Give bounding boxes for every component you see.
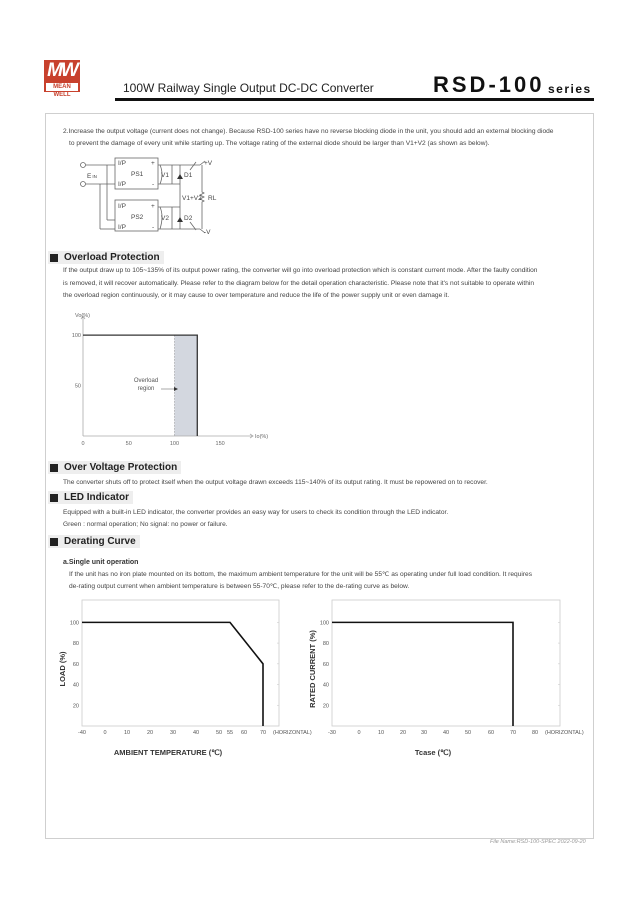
rl-label: RL [208,195,217,202]
vsum-label: V1+V2 [182,195,202,202]
y-tick-label: 80 [322,641,329,648]
y-tick-label: 100 [319,620,329,627]
x-axis-label: Io(%) [255,434,269,440]
x-tick-suffix: (HORIZONTAL) [545,730,584,736]
series-paragraph-line-2: to prevent the damage of every unit while starting up. The voltage rating of the external diode should be larger than V1+V2 (as shown as below). [69,140,490,147]
x-tick-label: 70 [509,730,517,736]
model-title: RSD-100 [433,72,545,97]
y-axis-label: Vo(%) [75,313,90,319]
x-tick-label: 10 [123,730,131,736]
ovp-line-1: The converter shuts off to protect itself when the output voltage drawn exceeds 115~140% of its output rating. It must be repowered on to recover. [63,479,488,486]
overload-line-1: If the output draw up to 105~135% of its output power rating, the converter will go into overload protection which is constant current mode. After the faulty condition [63,267,538,274]
logo-brand-name: MEAN WELL [46,83,78,91]
derating-curve-line [332,622,513,726]
document-subtitle: 100W Railway Single Output DC-DC Converter [123,81,374,95]
d2-label: D2 [184,215,193,222]
x-tick-label: -40 [78,730,86,736]
ps2-label: PS2 [131,214,144,221]
y-tick-label: 100 [69,620,79,627]
y-axis-label: LOAD (%) [58,651,67,687]
d1-label: D1 [184,172,193,179]
overload-line-3: the overload region continuously, or it may cause to over temperature and reduce the life of the power supply unit or even damage it. [63,292,450,299]
y-tick-label: 20 [322,703,329,710]
mean-well-logo [44,60,80,98]
file-name-note: File Name:RSD-100-SPEC 2022-09-20 [490,839,586,845]
input-terminal-top [81,163,86,168]
x-tick-label: 0 [357,730,361,736]
v2-label: V2 [161,215,169,222]
x-tick-label: 0 [103,730,107,736]
series-connection-diagram [60,152,260,244]
x-tick-suffix: (HORIZONTAL) [273,730,312,736]
x-tick-label: 80 [531,730,539,736]
x-tick-label: 40 [192,730,200,736]
y-tick-label: 60 [322,661,329,668]
ps2-minus: - [152,224,155,231]
x-axis-label: Tcase (℃) [414,748,452,757]
x-tick-label: 55 [226,730,234,736]
ps1-plus: + [151,160,155,167]
header-divider [115,98,594,101]
derating-curve-line [82,622,263,726]
y-tick-label: 40 [322,682,329,689]
y-tick-label: 100 [71,333,81,340]
derating-tcase-chart [300,598,600,763]
ps2-ip-bottom: I/P [118,224,126,231]
v1-label: V1 [161,172,169,179]
overload-region-shade [174,335,197,436]
section-header-ovp [48,461,181,474]
ps2-plus: + [151,203,155,210]
ps1-label: PS1 [131,171,144,178]
ps2-ip-top: I/P [118,203,126,210]
vminus-label: -V [204,229,211,236]
x-tick-label: 150 [215,441,225,447]
section-bullet-icon [50,494,58,502]
diode-d2 [177,217,183,222]
x-tick-label: 60 [487,730,495,736]
series-label: series [548,82,592,96]
section-bullet-icon [50,464,58,472]
x-tick-label: 50 [215,730,223,736]
x-tick-label: -30 [328,730,336,736]
ps1-minus: - [152,181,155,188]
x-tick-label: 20 [399,730,407,736]
y-tick-label: 50 [74,383,81,390]
plot-frame [332,600,560,726]
diode-d1 [177,174,183,179]
led-line-2: Green : normal operation; No signal: no power or failure. [63,521,228,528]
led-line-1: Equipped with a built-in LED indicator, the converter provides an easy way for users to check its condition through the LED indicator. [63,509,449,516]
x-tick-label: 30 [420,730,428,736]
derating-subtitle: a.Single unit operation [63,559,139,566]
ps1-ip-bottom: I/P [118,181,126,188]
plot-frame [82,600,279,726]
ein-label: EIN [87,173,97,180]
derating-line-1: If the unit has no iron plate mounted on its bottom, the maximum ambient temperature for the unit will be 55℃ as operating under full load condition. It requires [69,571,532,578]
section-bullet-icon [50,254,58,262]
section-header-led [48,491,133,504]
overload-annotation: region [137,386,155,392]
section-title: Derating Curve [64,536,136,547]
overload-annotation: Overload [133,378,159,384]
y-tick-label: 80 [72,641,79,648]
section-header-overload [48,251,164,264]
section-title: Over Voltage Protection [64,462,178,473]
y-axis-label: RATED CURRENT (%) [308,630,317,708]
section-bullet-icon [50,538,58,546]
section-header-derating [48,535,140,548]
overload-chart [60,305,280,450]
x-axis-label: AMBIENT TEMPERATURE (℃) [113,748,223,757]
x-tick-label: 70 [259,730,267,736]
y-tick-label: 20 [72,703,79,710]
y-tick-label: 40 [72,682,79,689]
x-tick-label: 0 [81,441,85,447]
x-tick-label: 40 [442,730,450,736]
x-tick-label: 50 [125,441,132,447]
y-tick-label: 60 [72,661,79,668]
x-tick-label: 100 [169,441,180,447]
series-paragraph-line-1: 2.Increase the output voltage (current does not change). Because RSD-100 series have no reverse blocking diode in the unit, you should add an external blocking diode [63,128,554,135]
section-title: LED Indicator [64,492,130,503]
x-tick-label: 10 [377,730,385,736]
x-tick-label: 50 [464,730,472,736]
derating-line-2: de-rating output current when ambient temperature is between 55-70℃, please refer to the de-rating curve as below. [69,583,410,590]
vplus-label: +V [204,160,213,167]
overload-line-2: is removed, it will recover automatically. Please refer to the diagram below for the detail operation characteristic. Please note that it's not suitable to operate within [63,280,534,287]
derating-ambient-chart [55,598,312,763]
x-tick-label: 60 [240,730,248,736]
section-title: Overload Protection [64,252,160,263]
x-tick-label: 30 [169,730,177,736]
x-tick-label: 20 [146,730,154,736]
ps1-ip-top: I/P [118,160,126,167]
logo-mark: MW [47,60,77,81]
input-terminal-bottom [81,182,86,187]
